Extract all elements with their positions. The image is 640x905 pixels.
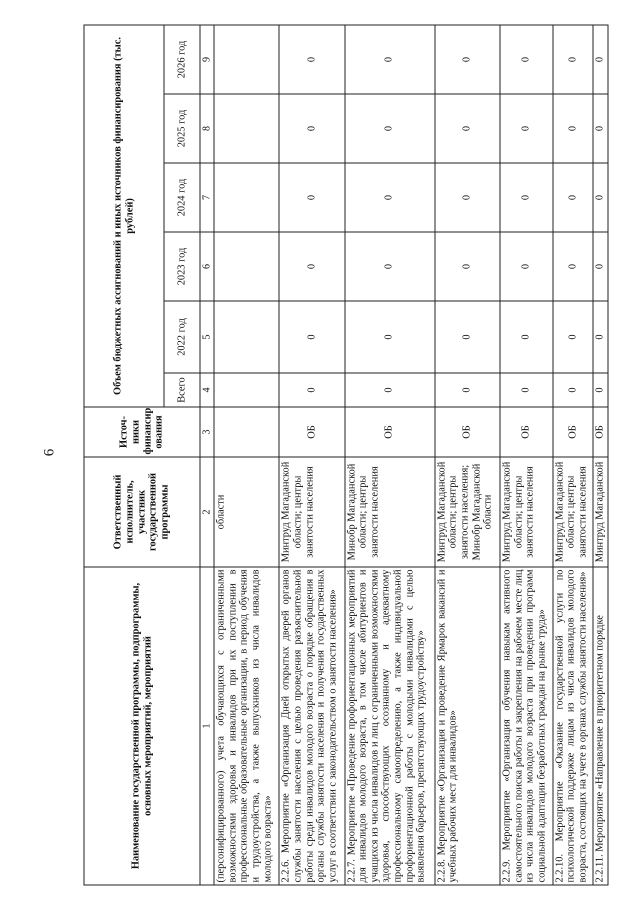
header-name: Наименование государственной программы, подпрограммы, основных мероприятий, мероприятий — [84, 567, 200, 885]
responsible-executor: области — [214, 457, 279, 567]
value-2023: 0 — [593, 232, 608, 301]
value-2022 — [214, 301, 279, 373]
column-number: 8 — [200, 94, 214, 163]
funding-source: ОБ — [500, 407, 553, 457]
measure-name: 2.2.8. Мероприятие «Организация и проведение Ярмарок вакансий и учебных рабочих мест для инвалидов» — [435, 567, 500, 885]
header-year: 2025 год — [164, 94, 200, 163]
financing-table — [84, 24, 609, 885]
value-2023: 0 — [500, 232, 553, 301]
value-2026: 0 — [553, 24, 594, 93]
responsible-executor: Минобр Магаданской области; центры занятости населения — [345, 457, 435, 567]
rotated-table-wrapper — [84, 25, 609, 885]
value-2025: 0 — [279, 94, 344, 163]
column-number: 9 — [200, 24, 214, 93]
column-number: 4 — [200, 373, 214, 407]
value-2024: 0 — [279, 163, 344, 232]
value-2025: 0 — [593, 94, 608, 163]
header-source: Источники финансир ования — [84, 407, 200, 457]
value-2024: 0 — [593, 163, 608, 232]
value-total — [214, 373, 279, 407]
value-2025: 0 — [553, 94, 594, 163]
funding-source: ОБ — [279, 407, 344, 457]
value-2025: 0 — [345, 94, 435, 163]
value-total: 0 — [593, 373, 608, 407]
responsible-executor: Минтруд Магаданской области; центры занятости населения — [500, 457, 553, 567]
table-row — [279, 24, 344, 884]
value-2023 — [214, 232, 279, 301]
header-year: 2024 год — [164, 163, 200, 232]
header-year: 2023 год — [164, 232, 200, 301]
funding-source: ОБ — [593, 407, 608, 457]
value-2023: 0 — [553, 232, 594, 301]
header-year: 2026 год — [164, 24, 200, 93]
value-2025: 0 — [500, 94, 553, 163]
value-2025: 0 — [435, 94, 500, 163]
measure-name: (персонифицированного) учета обучающихся с ограниченными возможностями здоровья и инвалидов при их поступлении в профессиональные образовательные организации, в период обучения и трудоустройства, а также выпускников из числа инвалидов молодого возраста» — [214, 567, 279, 885]
value-total: 0 — [279, 373, 344, 407]
value-2026: 0 — [593, 24, 608, 93]
value-2024: 0 — [553, 163, 594, 232]
value-total: 0 — [553, 373, 594, 407]
value-2022: 0 — [553, 301, 594, 373]
value-2023: 0 — [345, 232, 435, 301]
value-2026 — [214, 24, 279, 93]
value-2026: 0 — [279, 24, 344, 93]
funding-source — [214, 407, 279, 457]
value-2024 — [214, 163, 279, 232]
value-2023: 0 — [279, 232, 344, 301]
value-2026: 0 — [500, 24, 553, 93]
value-2024: 0 — [345, 163, 435, 232]
responsible-executor: Минтруд Магаданской — [593, 457, 608, 567]
measure-name: 2.2.7. Мероприятие «Проведение профориентационных мероприятий для инвалидов молодого возраста, в том числе абитуриентов и учащихся из числа инвалидов и лиц с ограниченными возможностями здоровья, способствующих осознанному и адекватному профессиональному самоопределению, а также индивидуальной профориентационной работы с молодыми инвалидами с целью выявления барьеров, препятствующих трудоустройству» — [345, 567, 435, 885]
measure-name: 2.2.11. Мероприятие «Направление в приоритетном порядке — [593, 567, 608, 885]
header-volume: Объем бюджетных ассигнований и иных источников финансирования (тыс. рублей) — [84, 24, 164, 406]
header-row — [84, 24, 164, 884]
column-number: 1 — [200, 567, 214, 885]
value-2026: 0 — [345, 24, 435, 93]
value-2022: 0 — [500, 301, 553, 373]
column-number: 2 — [200, 457, 214, 567]
value-2024: 0 — [435, 163, 500, 232]
value-2024: 0 — [500, 163, 553, 232]
funding-source: ОБ — [345, 407, 435, 457]
measure-name: 2.2.6. Мероприятие «Организация Дней открытых дверей органов службы занятости населения с целью проведения разъяснительной работы среди инвалидов молодого возраста о порядке обращения в органы службы занятости населения и получения государственных услуг в соответствии с законодательством о занятости населения» — [279, 567, 344, 885]
column-number: 5 — [200, 301, 214, 373]
responsible-executor: Минтруд Магаданской области; центры занятости населения; Минобр Магаданской области — [435, 457, 500, 567]
table-row — [214, 24, 279, 884]
table-row — [435, 24, 500, 884]
column-number: 6 — [200, 232, 214, 301]
column-number-row — [200, 24, 214, 884]
table-row — [500, 24, 553, 884]
value-2022: 0 — [593, 301, 608, 373]
responsible-executor: Минтруд Магаданской области; центры занятости населения — [279, 457, 344, 567]
value-2026: 0 — [435, 24, 500, 93]
measure-name: 2.2.9. Мероприятие «Организация обучения навыкам активного самостоятельного поиска работы и закрепления на рабочем месте лиц из числа инвалидов молодого возраста при проведении программ социальной адаптации безработных граждан на рынке труда» — [500, 567, 553, 885]
funding-source: ОБ — [435, 407, 500, 457]
header-total: Всего — [164, 373, 200, 407]
table-row — [553, 24, 594, 884]
table-row — [345, 24, 435, 884]
column-number: 7 — [200, 163, 214, 232]
value-total: 0 — [500, 373, 553, 407]
value-2023: 0 — [435, 232, 500, 301]
value-2022: 0 — [435, 301, 500, 373]
header-year: 2022 год — [164, 301, 200, 373]
value-2025 — [214, 94, 279, 163]
table-row — [593, 24, 608, 884]
page-number: 6 — [41, 448, 58, 457]
funding-source: ОБ — [553, 407, 594, 457]
value-2022: 0 — [345, 301, 435, 373]
value-total: 0 — [435, 373, 500, 407]
measure-name: 2.2.10. Мероприятие «Оказание государственной услуги по психологической поддержке лицам из числа инвалидов молодого возраста, состоящих на учете в органах службы занятости населения» — [553, 567, 594, 885]
header-responsible: Ответственный исполнитель, участник государственной программы — [84, 457, 200, 567]
responsible-executor: Минтруд Магаданской области; центры занятости населения — [553, 457, 594, 567]
column-number: 3 — [200, 407, 214, 457]
value-2022: 0 — [279, 301, 344, 373]
value-total: 0 — [345, 373, 435, 407]
